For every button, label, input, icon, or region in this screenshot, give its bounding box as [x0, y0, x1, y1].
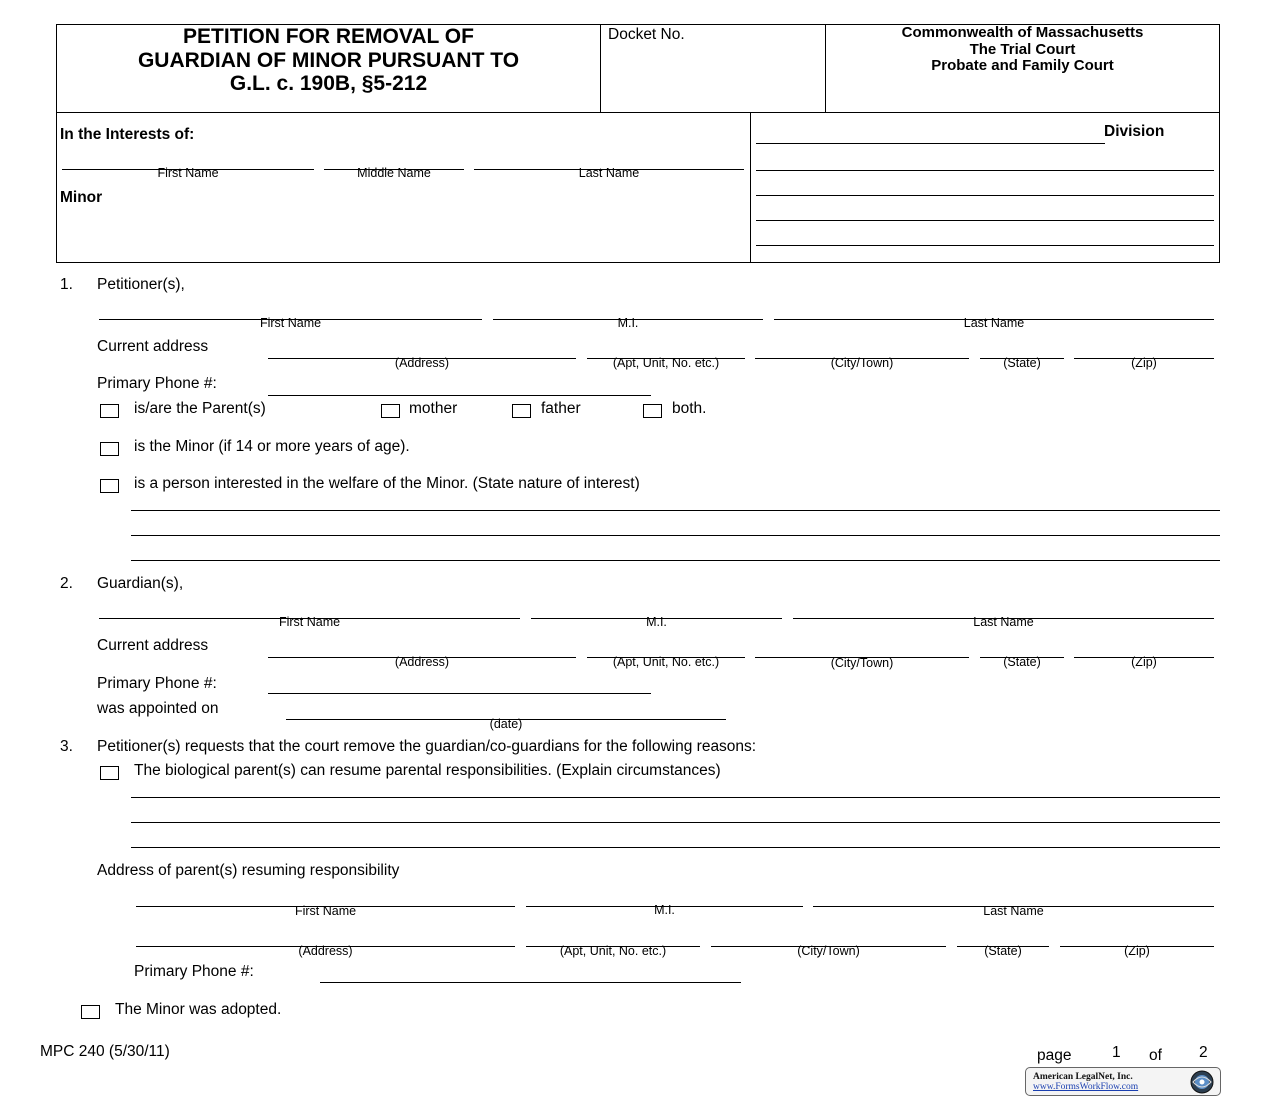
- minor-adopted-checkbox[interactable]: [81, 1005, 100, 1019]
- form-title-line-1: PETITION FOR REMOVAL OF: [183, 25, 474, 48]
- guardian-phone-line[interactable]: [268, 693, 651, 694]
- minor-14-checkbox[interactable]: [100, 442, 119, 456]
- interest-nature-line-2[interactable]: [131, 535, 1220, 536]
- parent-state-caption: (State): [984, 944, 1022, 958]
- guardian-state-caption: (State): [1003, 655, 1041, 669]
- petitioner-apt-caption: (Apt, Unit, No. etc.): [612, 356, 720, 370]
- court-line-2: The Trial Court: [969, 40, 1076, 58]
- division-line-2[interactable]: [756, 170, 1214, 171]
- court-line-1: Commonwealth of Massachusetts: [901, 24, 1144, 41]
- parent-phone-line[interactable]: [320, 982, 741, 983]
- guardian-current-address-label: Current address: [97, 637, 209, 654]
- form-title: [56, 24, 601, 96]
- petitioner-state-caption: (State): [1003, 356, 1041, 370]
- petitioner-phone-label: Primary Phone #:: [97, 375, 217, 392]
- both-checkbox[interactable]: [643, 404, 662, 418]
- page-label: page: [1037, 1047, 1072, 1064]
- section-1-heading: Petitioner(s),: [97, 276, 185, 293]
- interests-label: In the Interests of:: [60, 126, 195, 143]
- parent-address-label: Address of parent(s) resuming responsibility: [97, 862, 400, 879]
- mother-checkbox[interactable]: [381, 404, 400, 418]
- publisher-logo[interactable]: [1025, 1067, 1221, 1096]
- form-id: MPC 240 (5/30/11): [40, 1043, 170, 1060]
- parent-checkbox[interactable]: [100, 404, 119, 418]
- section-2-heading: Guardian(s),: [97, 575, 184, 592]
- globe-icon: [1184, 1069, 1218, 1095]
- appointed-date-caption: (date): [489, 717, 523, 731]
- parent-last-name-caption: Last Name: [983, 904, 1044, 918]
- minor-14-option-label: is the Minor (if 14 or more years of age).: [134, 438, 410, 455]
- parent-city-caption: (City/Town): [797, 944, 860, 958]
- guardian-last-name-caption: Last Name: [973, 615, 1034, 629]
- guardian-phone-label: Primary Phone #:: [97, 675, 217, 692]
- of-label: of: [1149, 1047, 1162, 1064]
- division-name-line[interactable]: [756, 143, 1105, 144]
- parent-zip-caption: (Zip): [1124, 944, 1150, 958]
- petitioner-current-address-label: Current address: [97, 338, 209, 355]
- court-line-3: Probate and Family Court: [931, 57, 1114, 74]
- page-number: 1: [1112, 1044, 1121, 1061]
- guardian-mi-caption: M.I.: [646, 615, 667, 629]
- interested-person-option-label: is a person interested in the welfare of the Minor. (State nature of interest): [134, 475, 640, 492]
- minor-last-name-caption: Last Name: [578, 166, 640, 180]
- both-option-label: both.: [672, 400, 707, 417]
- petitioner-zip-caption: (Zip): [1131, 356, 1157, 370]
- section-2-number: 2.: [60, 575, 73, 592]
- parent-first-name-caption: First Name: [294, 904, 357, 918]
- section-3-number: 3.: [60, 738, 73, 755]
- parent-mi-caption: M.I.: [654, 903, 675, 917]
- publisher-url[interactable]: www.FormsWorkFlow.com: [1033, 1082, 1139, 1092]
- division-label: Division: [1104, 123, 1165, 140]
- resume-responsibilities-label: The biological parent(s) can resume parental responsibilities. (Explain circumstances): [134, 762, 721, 779]
- circumstances-line-3[interactable]: [131, 847, 1220, 848]
- interested-person-checkbox[interactable]: [100, 479, 119, 493]
- parent-phone-label: Primary Phone #:: [134, 963, 254, 980]
- guardian-zip-caption: (Zip): [1131, 655, 1157, 669]
- father-option-label: father: [541, 400, 581, 417]
- parent-address-caption: (Address): [298, 944, 353, 958]
- division-line-3[interactable]: [756, 195, 1214, 196]
- father-checkbox[interactable]: [512, 404, 531, 418]
- minor-middle-name-caption: Middle Name: [357, 166, 431, 180]
- petitioner-last-name-caption: Last Name: [963, 316, 1025, 330]
- mother-option-label: mother: [409, 400, 458, 417]
- division-line-4[interactable]: [756, 220, 1214, 221]
- court-name: [825, 25, 1220, 75]
- petitioner-city-caption: (City/Town): [830, 356, 894, 370]
- page-total: 2: [1199, 1044, 1208, 1061]
- petitioner-address-caption: (Address): [394, 356, 450, 370]
- section-3-heading: Petitioner(s) requests that the court remove the guardian/co-guardians for the following reasons:: [97, 738, 757, 755]
- section-1-number: 1.: [60, 276, 73, 293]
- division-line-5[interactable]: [756, 245, 1214, 246]
- parent-option-label: is/are the Parent(s): [134, 400, 266, 417]
- interest-nature-line-3[interactable]: [131, 560, 1220, 561]
- minor-adopted-label: The Minor was adopted.: [115, 1001, 282, 1018]
- minor-label: Minor: [60, 189, 103, 206]
- circumstances-line-2[interactable]: [131, 822, 1220, 823]
- parent-apt-caption: (Apt, Unit, No. etc.): [559, 944, 667, 958]
- minor-first-name-caption: First Name: [157, 166, 219, 180]
- guardian-address-caption: (Address): [394, 655, 450, 669]
- docket-label: Docket No.: [608, 26, 685, 43]
- petitioner-mi-caption: M.I.: [617, 316, 639, 330]
- appointed-label: was appointed on: [97, 700, 219, 717]
- form-title-line-3: G.L. c. 190B, §5-212: [229, 72, 428, 95]
- resume-responsibilities-checkbox[interactable]: [100, 766, 119, 780]
- form-title-line-2: GUARDIAN OF MINOR PURSUANT TO: [137, 48, 520, 72]
- publisher-name: American LegalNet, Inc.: [1033, 1072, 1133, 1082]
- circumstances-line-1[interactable]: [131, 797, 1220, 798]
- petitioner-phone-line[interactable]: [268, 395, 651, 396]
- guardian-city-caption: (City/Town): [830, 656, 894, 670]
- petitioner-first-name-caption: First Name: [259, 316, 322, 330]
- guardian-first-name-caption: First Name: [278, 615, 341, 629]
- interest-nature-line-1[interactable]: [131, 510, 1220, 511]
- guardian-apt-caption: (Apt, Unit, No. etc.): [612, 655, 720, 669]
